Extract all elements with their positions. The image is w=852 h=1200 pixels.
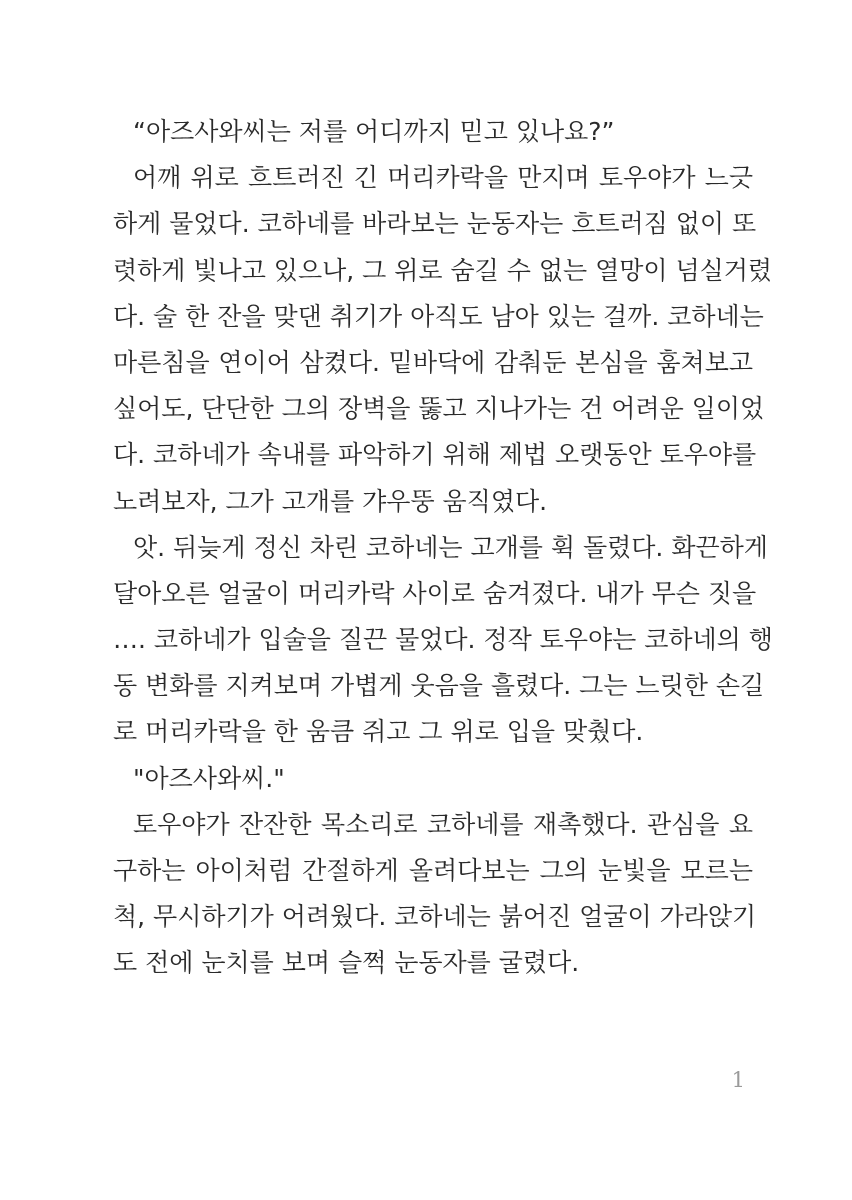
text-line: 앗. 뒤늦게 정신 차린 코하네는 고개를 휙 돌렸다. 화끈하게	[133, 532, 768, 562]
text-line: 마른침을 연이어 삼켰다. 밑바닥에 감춰둔 본심을 훔쳐보고	[113, 347, 753, 377]
text-line: …. 코하네가 입술을 질끈 물었다. 정작 토우야는 코하네의 행	[113, 625, 773, 655]
text-line: “아즈사와씨는 저를 어디까지 믿고 있나요?”	[133, 117, 615, 146]
text-line: 다. 코하네가 속내를 파악하기 위해 제법 오랫동안 토우야를	[113, 440, 757, 470]
text-line: 구하는 아이처럼 간절하게 올려다보는 그의 눈빛을 모르는	[113, 856, 753, 885]
text-line: 달아오른 얼굴이 머리카락 사이로 숨겨졌다. 내가 무슨 짓을	[113, 578, 757, 608]
text-line: 노려보자, 그가 고개를 갸우뚱 움직였다.	[113, 486, 548, 516]
text-line: 로 머리카락을 한 움큼 쥐고 그 위로 입을 맞췄다.	[113, 717, 644, 747]
text-line: 하게 물었다. 코하네를 바라보는 눈동자는 흐트러짐 없이 또	[113, 209, 757, 239]
text-line: 다. 술 한 잔을 맞댄 취기가 아직도 남아 있는 걸까. 코하네는	[113, 301, 764, 331]
body-text	[113, 109, 773, 987]
page-number: 1	[731, 1068, 745, 1092]
text-line: 동 변화를 지켜보며 가볍게 웃음을 흘렸다. 그는 느릿한 손길	[113, 671, 765, 701]
text-line: 척, 무시하기가 어려웠다. 코하네는 붉어진 얼굴이 가라앉기	[113, 902, 757, 932]
text-line: 싶어도, 단단한 그의 장벽을 뚫고 지나가는 건 어려운 일이었	[113, 394, 765, 424]
text-line: "아즈사와씨."	[133, 763, 285, 793]
text-line: 어깨 위로 흐트러진 긴 머리카락을 만지며 토우야가 느긋	[133, 163, 753, 193]
text-line: 렷하게 빛나고 있으나, 그 위로 숨길 수 없는 열망이 넘실거렸	[113, 255, 773, 285]
text-line: 토우야가 잔잔한 목소리로 코하네를 재촉했다. 관심을 요	[133, 809, 753, 839]
text-line: 도 전에 눈치를 보며 슬쩍 눈동자를 굴렸다.	[113, 948, 580, 978]
